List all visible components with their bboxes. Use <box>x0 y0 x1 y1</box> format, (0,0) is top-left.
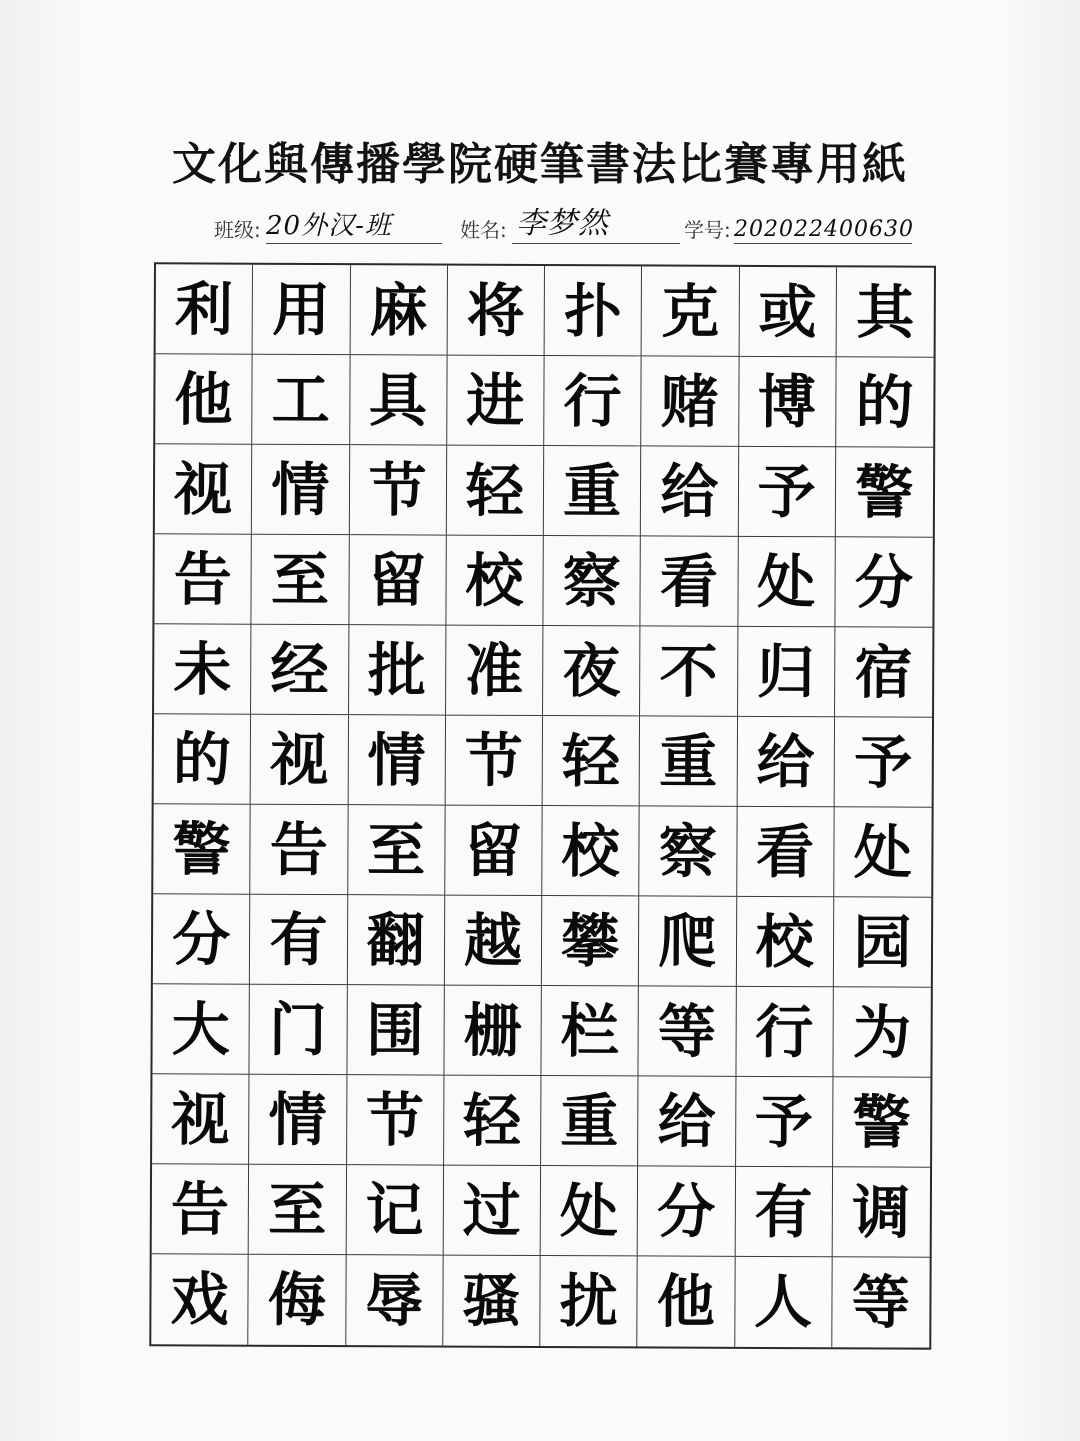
class-underline <box>266 243 442 244</box>
name-underline <box>512 243 680 244</box>
grid-cell: 重 <box>640 716 738 806</box>
grid-cell: 给 <box>638 1076 736 1166</box>
grid-cell: 具 <box>350 355 448 445</box>
grid-cell: 予 <box>736 1077 834 1167</box>
grid-cell: 其 <box>836 267 934 357</box>
grid-cell: 节 <box>445 716 543 806</box>
grid-cell: 他 <box>155 354 253 444</box>
student-info-row <box>0 200 1080 256</box>
grid-cell: 至 <box>348 805 446 895</box>
grid-cell: 的 <box>154 714 252 804</box>
grid-cell: 宿 <box>835 627 933 717</box>
grid-cell: 校 <box>542 806 640 896</box>
grid-cell: 翻 <box>347 895 445 985</box>
grid-cell: 有 <box>250 895 348 985</box>
grid-cell: 节 <box>347 1075 445 1165</box>
grid-cell: 调 <box>832 1167 930 1257</box>
grid-cell: 分 <box>153 894 251 984</box>
grid-cell: 的 <box>836 357 934 447</box>
grid-cell: 用 <box>253 265 351 355</box>
grid-cell: 克 <box>642 266 740 356</box>
grid-cell: 予 <box>834 717 932 807</box>
grid-cell: 骚 <box>443 1256 541 1346</box>
grid-cell: 辱 <box>346 1255 444 1345</box>
grid-cell: 过 <box>443 1166 541 1256</box>
grid-cell: 情 <box>348 715 446 805</box>
name-label: 姓名: <box>460 218 507 242</box>
student-id-label: 学号: <box>684 218 731 242</box>
character-grid <box>149 262 936 1349</box>
grid-cell: 不 <box>640 626 738 716</box>
grid-cell: 越 <box>445 896 543 986</box>
grid-cell: 未 <box>154 624 252 714</box>
grid-cell: 攀 <box>542 896 640 986</box>
grid-cell: 批 <box>349 625 447 715</box>
student-id-underline <box>734 243 912 244</box>
grid-cell: 门 <box>250 985 348 1075</box>
grid-cell: 告 <box>152 1164 250 1254</box>
grid-cell: 赌 <box>641 356 739 446</box>
grid-cell: 有 <box>735 1167 833 1257</box>
grid-cell: 视 <box>251 715 349 805</box>
grid-cell: 记 <box>346 1165 444 1255</box>
class-label: 班级: <box>214 218 261 242</box>
grid-cell: 予 <box>738 447 836 537</box>
grid-cell: 分 <box>835 537 933 627</box>
grid-cell: 等 <box>851 1268 910 1337</box>
grid-cell: 轻 <box>444 1076 542 1166</box>
grid-cell: 处 <box>834 807 932 897</box>
grid-cell: 等 <box>639 986 737 1076</box>
name-field <box>460 200 680 248</box>
grid-cell: 重 <box>541 1076 639 1166</box>
grid-cell: 围 <box>347 985 445 1075</box>
grid-cell: 视 <box>155 444 253 534</box>
grid-cell: 警 <box>153 804 251 894</box>
grid-cell: 经 <box>251 625 349 715</box>
grid-cell: 校 <box>446 536 544 626</box>
grid-cell: 准 <box>446 626 544 716</box>
grid-cell: 重 <box>544 446 642 536</box>
grid-cell: 麻 <box>350 265 448 355</box>
grid-cell: 行 <box>544 356 642 446</box>
grid-cell: 或 <box>739 267 837 357</box>
grid-cell: 戏 <box>151 1254 249 1344</box>
grid-cell: 大 <box>152 984 250 1074</box>
grid-cell: 给 <box>641 446 739 536</box>
grid-cell: 扰 <box>540 1256 638 1346</box>
class-field <box>214 200 444 248</box>
grid-cell: 为 <box>833 987 931 1077</box>
grid-cell: 看 <box>641 536 739 626</box>
student-id-value: 202022400630 <box>734 217 914 242</box>
grid-cell: 察 <box>639 806 737 896</box>
grid-cell: 给 <box>737 717 835 807</box>
grid-cell: 园 <box>834 897 932 987</box>
grid-cell: 留 <box>445 806 543 896</box>
grid-cell: 利 <box>156 264 254 354</box>
grid-cell: 归 <box>738 627 836 717</box>
grid-cell: 处 <box>738 537 836 627</box>
grid-cell: 栏 <box>541 986 639 1076</box>
grid-cell: 行 <box>736 987 834 1077</box>
grid-cell: 人 <box>735 1257 833 1347</box>
class-value: 20外汉-班 <box>266 211 392 241</box>
grid-cell: 警 <box>833 1077 931 1167</box>
grid-cell: 看 <box>737 807 835 897</box>
grid-cell: 博 <box>739 357 837 447</box>
grid-cell: 分 <box>638 1166 736 1256</box>
sheet-title: 文化與傳播學院硬筆書法比賽專用紙 <box>172 139 908 190</box>
grid-cell: 告 <box>154 534 252 624</box>
grid-cell: 进 <box>447 356 545 446</box>
grid-cell: 察 <box>543 536 641 626</box>
grid-cell: 节 <box>349 445 447 535</box>
grid-cell: 轻 <box>447 446 545 536</box>
grid-cell: 处 <box>541 1166 639 1256</box>
grid-cell: 至 <box>249 1165 347 1255</box>
grid-cell: 留 <box>349 535 447 625</box>
grid-cell: 警 <box>836 447 934 537</box>
grid-cell: 告 <box>250 805 348 895</box>
grid-cell: 校 <box>736 897 834 987</box>
grid-cell: 工 <box>252 355 350 445</box>
grid-cell: 他 <box>638 1256 736 1346</box>
grid-cell: 侮 <box>249 1255 347 1345</box>
grid-cell: 情 <box>252 445 350 535</box>
grid-cell: 情 <box>249 1075 347 1165</box>
grid-cell: 轻 <box>543 716 641 806</box>
grid-cell: 夜 <box>543 626 641 716</box>
grid-cell: 将 <box>447 266 545 356</box>
student-id-field <box>684 200 914 248</box>
grid-cell: 扑 <box>545 266 643 356</box>
grid-cell: 视 <box>152 1074 250 1164</box>
grid-cell: 爬 <box>639 896 737 986</box>
name-value: 李梦然 <box>516 206 609 241</box>
grid-cell: 栅 <box>444 986 542 1076</box>
grid-cell: 至 <box>252 535 350 625</box>
